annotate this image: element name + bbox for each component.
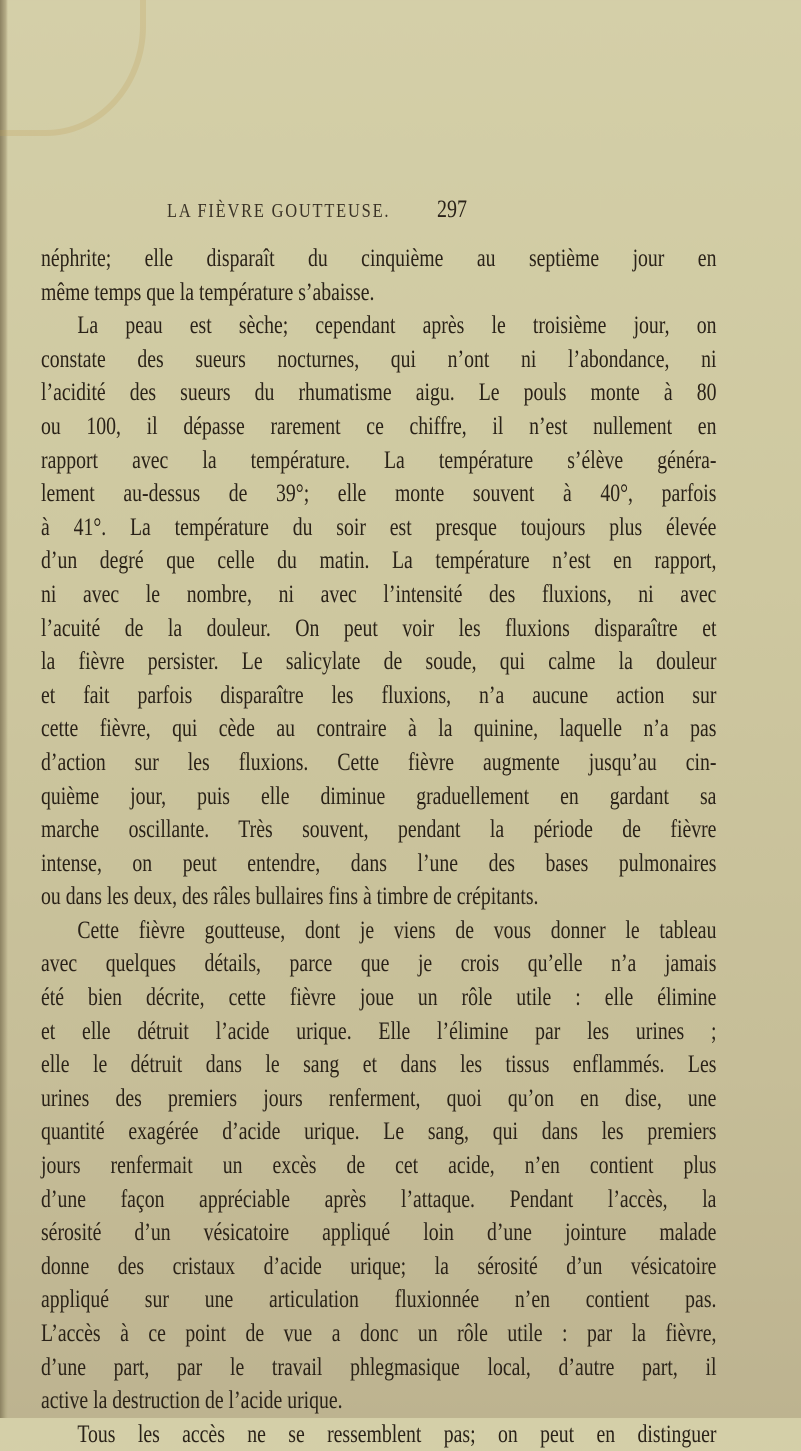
text-line: ou dans les deux, des râles bullaires fins à timbre de crépitants. [41,883,539,911]
text-line: l’acuité de la douleur. On peut voir les fluxions disparaître et [41,614,717,642]
text-line: avec quelques détails, parce que je crois qu’elle n’a jamais [41,950,717,978]
text-line: L’accès à ce point de vue a donc un rôle utile : par la fièvre, [41,1320,717,1347]
text-line: d’action sur les fluxions. Cette fièvre augmente jusqu’au cin- [41,748,717,776]
paper-stain [0,0,146,136]
text-line: et fait parfois disparaître les fluxions, n’a aucune action sur [41,681,717,709]
text-line: intense, on peut entendre, dans l’une des bases pulmonaires [41,849,717,877]
text-line: néphrite; elle disparaît du cinquième au septième jour en [41,245,717,272]
body-text [41,242,717,1451]
text-line: ni avec le nombre, ni avec l’intensité des fluxions, ni avec [41,580,717,608]
page-number: 297 [437,196,467,223]
text-line: appliqué sur une articulation fluxionnée n’en contient pas. [41,1286,717,1314]
text-line: ou 100, il dépasse rarement ce chiffre, il n’est nullement en [41,412,717,440]
text-line: La peau est sèche; cependant après le troisième jour, on [77,312,717,340]
page-header [0,196,801,230]
text-line: quantité exagérée d’acide urique. Le sang, qui dans les premiers [41,1118,717,1146]
text-line: elle le détruit dans le sang et dans les tissus enflammés. Les [41,1051,717,1079]
text-line: cette fièvre, qui cède au contraire à la quinine, laquelle n’a pas [41,715,717,743]
text-line: Cette fièvre goutteuse, dont je viens de vous donner le tableau [77,916,717,944]
text-line: constate des sueurs nocturnes, qui n’ont ni l’abondance, ni [41,345,717,373]
text-line: urines des premiers jours renferment, quoi qu’on en dise, une [41,1084,717,1112]
text-line: marche oscillante. Très souvent, pendant la période de fièvre [41,816,717,844]
text-line: d’un degré que celle du matin. La température n’est en rapport, [41,547,717,575]
text-line: la fièvre persister. Le salicylate de soude, qui calme la douleur [41,648,717,676]
text-line: été bien décrite, cette fièvre joue un rôle utile : elle élimine [41,984,717,1012]
text-line: rapport avec la température. La température s’élève généra- [41,446,717,474]
text-line: Tous les accès ne se ressemblent pas; on peut en distinguer [77,1420,717,1448]
text-line: à 41°. La température du soir est presque toujours plus élevée [41,513,717,541]
text-line: active la destruction de l’acide urique. [41,1387,343,1415]
running-title: LA FIÈVRE GOUTTEUSE. [167,200,391,222]
text-line: lement au-dessus de 39°; elle monte souvent à 40°, parfois [41,480,717,508]
text-line: d’une part, par le travail phlegmasique local, d’autre part, il [41,1353,717,1381]
text-line: quième jour, puis elle diminue graduellement en gardant sa [41,782,717,810]
text-line: et elle détruit l’acide urique. Elle l’élimine par les urines ; [41,1017,717,1045]
text-line: sérosité d’un vésicatoire appliqué loin d’une jointure malade [41,1219,717,1247]
text-line: donne des cristaux d’acide urique; la sérosité d’un vésicatoire [41,1252,717,1280]
text-line: même temps que la température s’abaisse. [41,278,375,306]
text-line: d’une façon appréciable après l’attaque. Pendant l’accès, la [41,1185,717,1213]
text-line: jours renfermait un excès de cet acide, n’en contient plus [41,1152,717,1180]
text-line: l’acidité des sueurs du rhumatisme aigu. Le pouls monte à 80 [41,379,717,407]
